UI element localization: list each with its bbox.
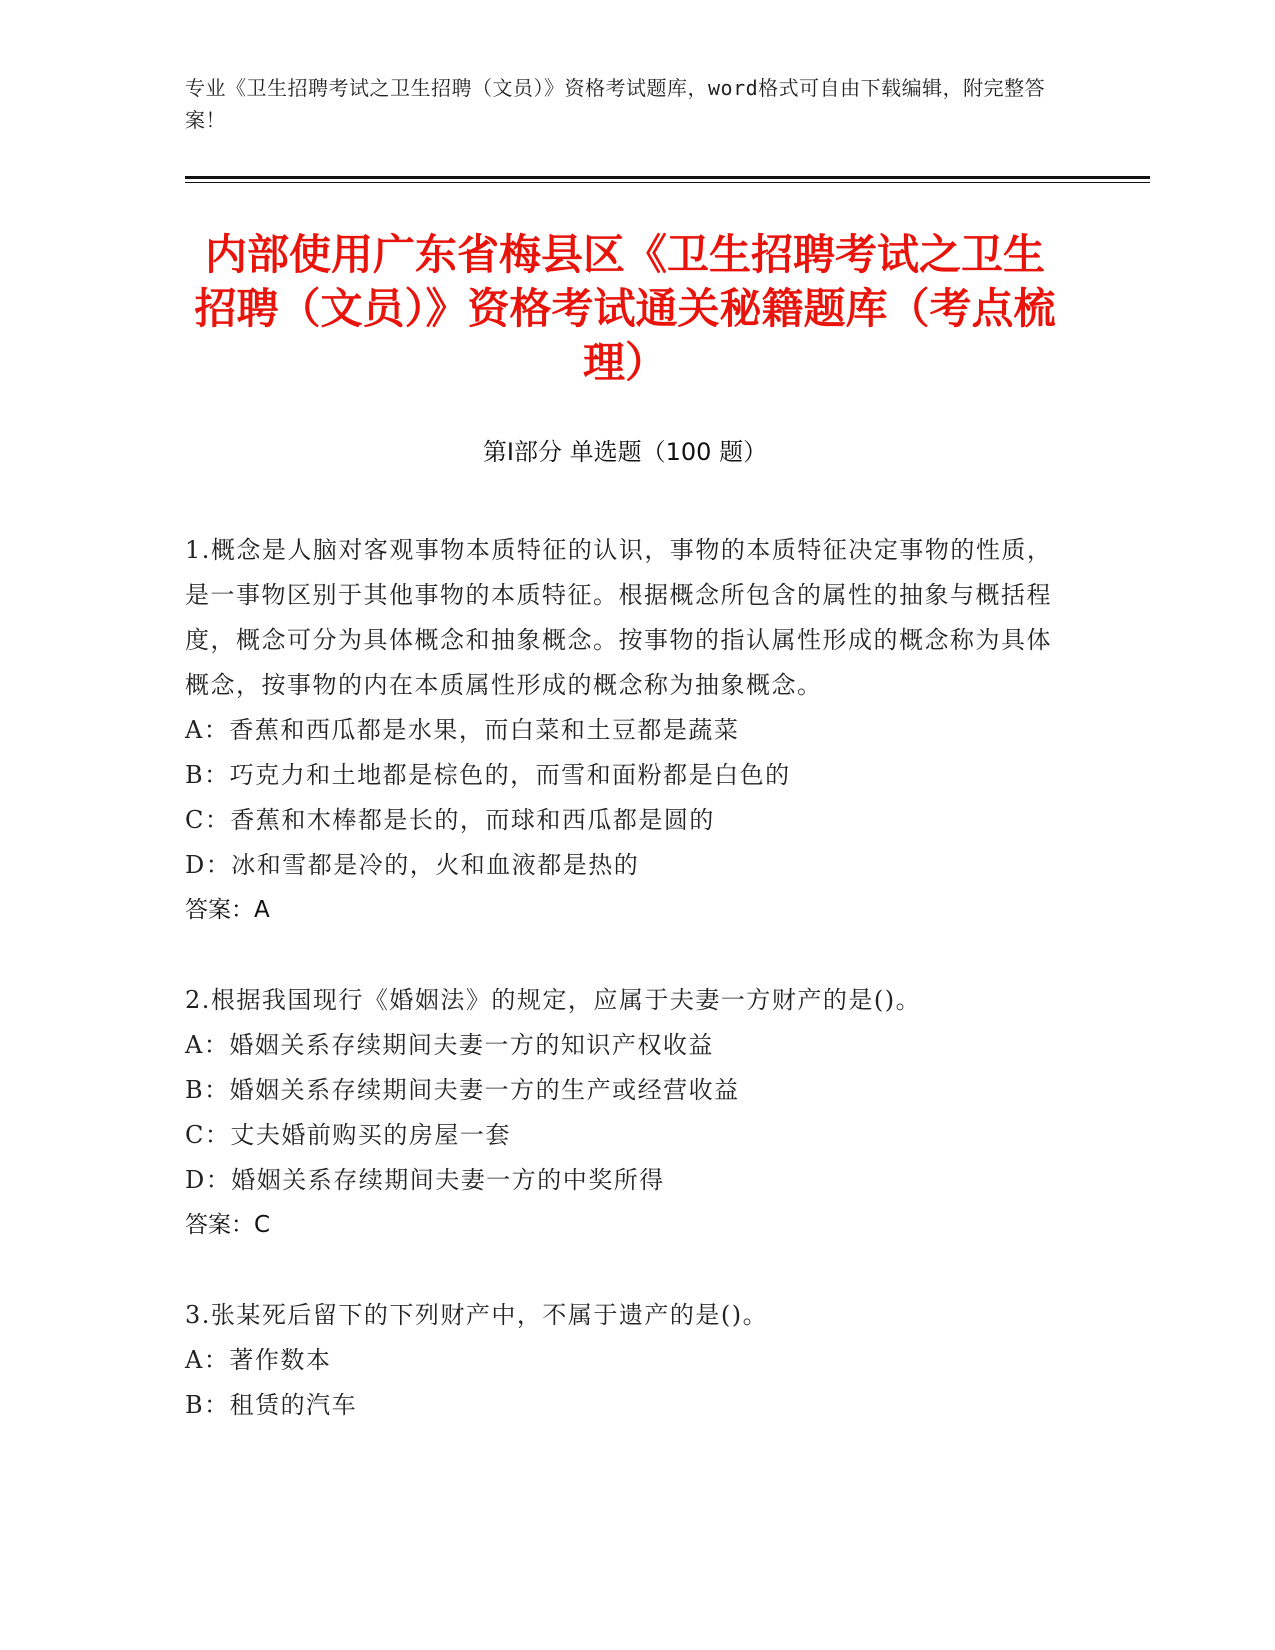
header-note: 专业《卫生招聘考试之卫生招聘（文员）》资格考试题库，word格式可自由下载编辑，附完整答案！ (185, 76, 1046, 132)
header-divider-thin (185, 182, 1150, 183)
option-b: B：巧克力和土地都是棕色的，而雪和面粉都是白色的 (185, 761, 791, 789)
option-d: D：婚姻关系存续期间夫妻一方的中奖所得 (185, 1166, 665, 1194)
option-a: A：香蕉和西瓜都是水果，而白菜和土豆都是蔬菜 (185, 716, 740, 744)
question-3 (185, 1293, 1065, 1428)
option-a: A：婚姻关系存续期间夫妻一方的知识产权收益 (185, 1031, 714, 1059)
question-stem: 3.张某死后留下的下列财产中，不属于遗产的是()。 (185, 1301, 769, 1329)
question-1 (185, 528, 1065, 933)
question-spacer (185, 1248, 1065, 1293)
option-a: A：著作数本 (185, 1346, 332, 1374)
option-b: B：租赁的汽车 (185, 1391, 358, 1419)
question-2 (185, 978, 1065, 1248)
question-stem: 2.根据我国现行《婚姻法》的规定，应属于夫妻一方财产的是()。 (185, 986, 922, 1014)
section-heading: 第Ⅰ部分 单选题（100 题） (482, 438, 768, 466)
question-spacer (185, 933, 1065, 978)
answer: 答案：A (185, 897, 270, 923)
document-title: 内部使用广东省梅县区《卫生招聘考试之卫生招聘（文员）》资格考试通关秘籍题库（考点梳理） (194, 230, 1056, 387)
question-list (185, 528, 1065, 1428)
option-b: B：婚姻关系存续期间夫妻一方的生产或经营收益 (185, 1076, 740, 1104)
option-c: C：丈夫婚前购买的房屋一套 (185, 1121, 511, 1149)
answer: 答案：C (185, 1212, 271, 1238)
option-d: D：冰和雪都是冷的，火和血液都是热的 (185, 851, 640, 879)
option-c: C：香蕉和木棒都是长的，而球和西瓜都是圆的 (185, 806, 715, 834)
header-divider-thick (185, 176, 1150, 179)
question-stem: 1.概念是人脑对客观事物本质特征的认识，事物的本质特征决定事物的性质，是一事物区别于其他事物的本质特征。根据概念所包含的属性的抽象与概括程度，概念可分为具体概念和抽象概念。按事物的指认属性形成的概念称为具体概念，按事物的内在本质属性形成的概念称为抽象概念。 (185, 536, 1053, 699)
